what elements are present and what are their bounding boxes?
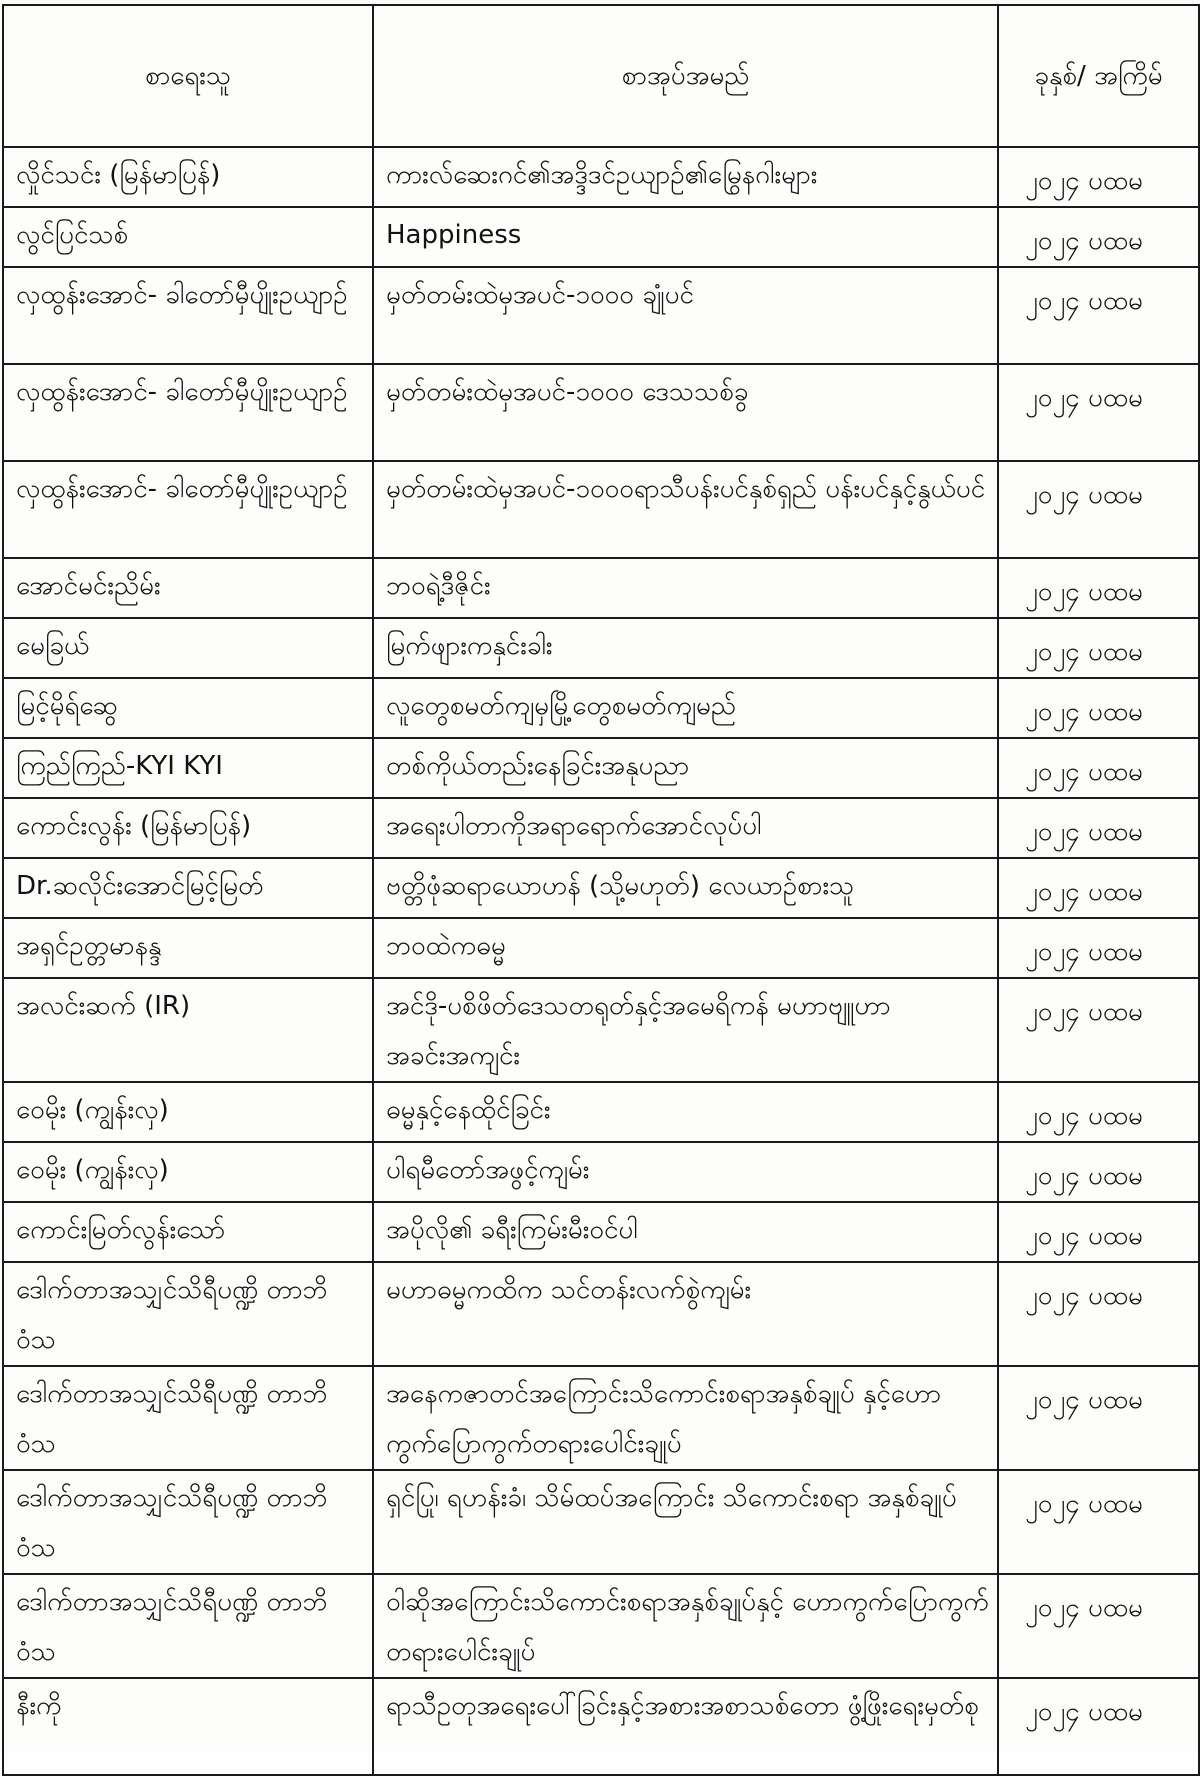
author-cell: ဒေါက်တာအသျှင်သိရီပဏ္ဍိ တာဘိဝံသ xyxy=(3,1262,373,1366)
table-row xyxy=(3,1262,1199,1366)
year-edition-cell: ၂၀၂၄ ပထမ xyxy=(998,267,1199,364)
table-row xyxy=(3,558,1199,618)
year-edition-cell: ၂၀၂၄ ပထမ xyxy=(998,1082,1199,1142)
author-cell: ကောင်းမြတ်လွန်းသော် xyxy=(3,1202,373,1262)
author-cell: အလင်းဆက် (IR) xyxy=(3,978,373,1082)
table-row xyxy=(3,207,1199,267)
author-cell: ဝေမိုး (ကျွန်းလှ) xyxy=(3,1082,373,1142)
table-row xyxy=(3,618,1199,678)
table-row xyxy=(3,1366,1199,1470)
table-row xyxy=(3,364,1199,461)
table-row xyxy=(3,147,1199,207)
title-cell: မှတ်တမ်းထဲမှအပင်-၁၀၀၀ရာသီပန်းပင်နှစ်ရှည် ပန်းပင်နှင့်နွယ်ပင် xyxy=(373,461,998,558)
year-edition-cell: ၂၀၂၄ ပထမ xyxy=(998,1202,1199,1262)
table-row xyxy=(3,1678,1199,1775)
year-edition-cell: ၂၀၂၄ ပထမ xyxy=(998,1262,1199,1366)
title-cell: မဟာဓမ္မကထိက သင်တန်းလက်စွဲကျမ်း xyxy=(373,1262,998,1366)
table-row xyxy=(3,1202,1199,1262)
author-cell: လွင်ပြင်သစ် xyxy=(3,207,373,267)
title-cell: အင်ဒို-ပစိဖိတ်ဒေသတရုတ်နှင့်အမေရိကန် မဟာဗျူဟာအခင်းအကျင်း xyxy=(373,978,998,1082)
year-edition-cell: ၂၀၂၄ ပထမ xyxy=(998,558,1199,618)
title-cell: Happiness xyxy=(373,207,998,267)
year-edition-cell: ၂၀၂၄ ပထမ xyxy=(998,1574,1199,1678)
year-edition-cell: ၂၀၂၄ ပထမ xyxy=(998,364,1199,461)
title-cell: တစ်ကိုယ်တည်းနေခြင်းအနုပညာ xyxy=(373,738,998,798)
table-header-row xyxy=(3,5,1199,147)
year-edition-cell: ၂၀၂၄ ပထမ xyxy=(998,918,1199,978)
title-cell: အနေကဇာတင်အကြောင်းသိကောင်းစရာအနှစ်ချုပ် နှင့်ဟောကွက်ပြောကွက်တရားပေါင်းချုပ် xyxy=(373,1366,998,1470)
author-cell: ဒေါက်တာအသျှင်သိရီပဏ္ဍိ တာဘိဝံသ xyxy=(3,1470,373,1574)
title-cell: ဗတ္တိဖုံဆရာယောဟန် (သို့မဟုတ်) လေယာဉ်စားသူ xyxy=(373,858,998,918)
year-edition-cell: ၂၀၂၄ ပထမ xyxy=(998,207,1199,267)
table-row xyxy=(3,858,1199,918)
year-edition-cell: ၂၀၂၄ ပထမ xyxy=(998,461,1199,558)
year-edition-cell: ၂၀၂၄ ပထမ xyxy=(998,618,1199,678)
author-cell: နီးကို xyxy=(3,1678,373,1775)
table-row xyxy=(3,918,1199,978)
year-edition-cell: ၂၀၂၄ ပထမ xyxy=(998,978,1199,1082)
table-row xyxy=(3,461,1199,558)
title-cell: မှတ်တမ်းထဲမှအပင်-၁၀၀၀ ဒေသသစ်ခွ xyxy=(373,364,998,461)
title-cell: ဓမ္မနှင့်နေထိုင်ခြင်း xyxy=(373,1082,998,1142)
column-header-year: ခုနှစ်/ အကြိမ် xyxy=(998,5,1199,147)
author-cell: လှထွန်းအောင်- ခါတော်မှီပျိုးဥယျာဉ် xyxy=(3,364,373,461)
title-cell: မြက်ဖျားကနှင်းခါး xyxy=(373,618,998,678)
author-cell: ကြည်ကြည်-KYI KYI xyxy=(3,738,373,798)
author-cell: လှိုင်သင်း (မြန်မာပြန်) xyxy=(3,147,373,207)
year-edition-cell: ၂၀၂၄ ပထမ xyxy=(998,1366,1199,1470)
year-edition-cell: ၂၀၂၄ ပထမ xyxy=(998,738,1199,798)
title-cell: လူတွေစမတ်ကျမှမြို့တွေစမတ်ကျမည် xyxy=(373,678,998,738)
column-header-title: စာအုပ်အမည် xyxy=(373,5,998,147)
year-edition-cell: ၂၀၂၄ ပထမ xyxy=(998,1470,1199,1574)
table-row xyxy=(3,738,1199,798)
title-cell: အပိုလို၏ ခရီးကြမ်းမီးဝင်ပါ xyxy=(373,1202,998,1262)
author-cell: အရှင်ဥတ္တမာနန္ဒ xyxy=(3,918,373,978)
book-list-table xyxy=(2,4,1200,1776)
year-edition-cell: ၂၀၂၄ ပထမ xyxy=(998,1142,1199,1202)
author-cell: လှထွန်းအောင်- ခါတော်မှီပျိုးဥယျာဉ် xyxy=(3,461,373,558)
title-cell: ကားလ်ဆေးဂင်၏အဒ္ဒိဒင်ဥယျာဉ်၏မြွေနဂါးများ xyxy=(373,147,998,207)
author-cell: မြင့်မိုရ်ဆွေ xyxy=(3,678,373,738)
table-row xyxy=(3,1082,1199,1142)
author-cell: ဒေါက်တာအသျှင်သိရီပဏ္ဍိ တာဘိဝံသ xyxy=(3,1574,373,1678)
year-edition-cell: ၂၀၂၄ ပထမ xyxy=(998,858,1199,918)
table-row xyxy=(3,1470,1199,1574)
title-cell: အရေးပါတာကိုအရာရောက်အောင်လုပ်ပါ xyxy=(373,798,998,858)
author-cell: ဒေါက်တာအသျှင်သိရီပဏ္ဍိ တာဘိဝံသ xyxy=(3,1366,373,1470)
title-cell: ပါရမီတော်အဖွင့်ကျမ်း xyxy=(373,1142,998,1202)
title-cell: ဘဝရဲ့ဒီဇိုင်း xyxy=(373,558,998,618)
author-cell: ကောင်းလွန်း (မြန်မာပြန်) xyxy=(3,798,373,858)
title-cell: မှတ်တမ်းထဲမှအပင်-၁၀၀၀ ချုံပင် xyxy=(373,267,998,364)
table-row xyxy=(3,798,1199,858)
year-edition-cell: ၂၀၂၄ ပထမ xyxy=(998,1678,1199,1775)
table-row xyxy=(3,678,1199,738)
year-edition-cell: ၂၀၂၄ ပထမ xyxy=(998,678,1199,738)
author-cell: ဝေမိုး (ကျွန်းလှ) xyxy=(3,1142,373,1202)
table-row xyxy=(3,978,1199,1082)
title-cell: ဘဝထဲကဓမ္မ xyxy=(373,918,998,978)
title-cell: ဝါဆိုအကြောင်းသိကောင်းစရာအနှစ်ချုပ်နှင့် ဟောကွက်ပြောကွက်တရားပေါင်းချုပ် xyxy=(373,1574,998,1678)
title-cell: ရှင်ပြု၊ ရဟန်းခံ၊ သိမ်ထပ်အကြောင်း သိကောင်းစရာ အနှစ်ချုပ် xyxy=(373,1470,998,1574)
author-cell: လှထွန်းအောင်- ခါတော်မှီပျိုးဥယျာဉ် xyxy=(3,267,373,364)
table-row xyxy=(3,1142,1199,1202)
title-cell: ရာသီဥတုအရေးပေါ်ခြင်းနှင့်အစားအစာသစ်တော ဖွံ့ဖြိုးရေးမှတ်စု xyxy=(373,1678,998,1775)
author-cell: မေခြယ် xyxy=(3,618,373,678)
year-edition-cell: ၂၀၂၄ ပထမ xyxy=(998,147,1199,207)
table-row xyxy=(3,267,1199,364)
column-header-author: စာရေးသူ xyxy=(3,5,373,147)
year-edition-cell: ၂၀၂၄ ပထမ xyxy=(998,798,1199,858)
author-cell: Dr.ဆလိုင်းအောင်မြင့်မြတ် xyxy=(3,858,373,918)
table-row xyxy=(3,1574,1199,1678)
author-cell: အောင်မင်းညိမ်း xyxy=(3,558,373,618)
